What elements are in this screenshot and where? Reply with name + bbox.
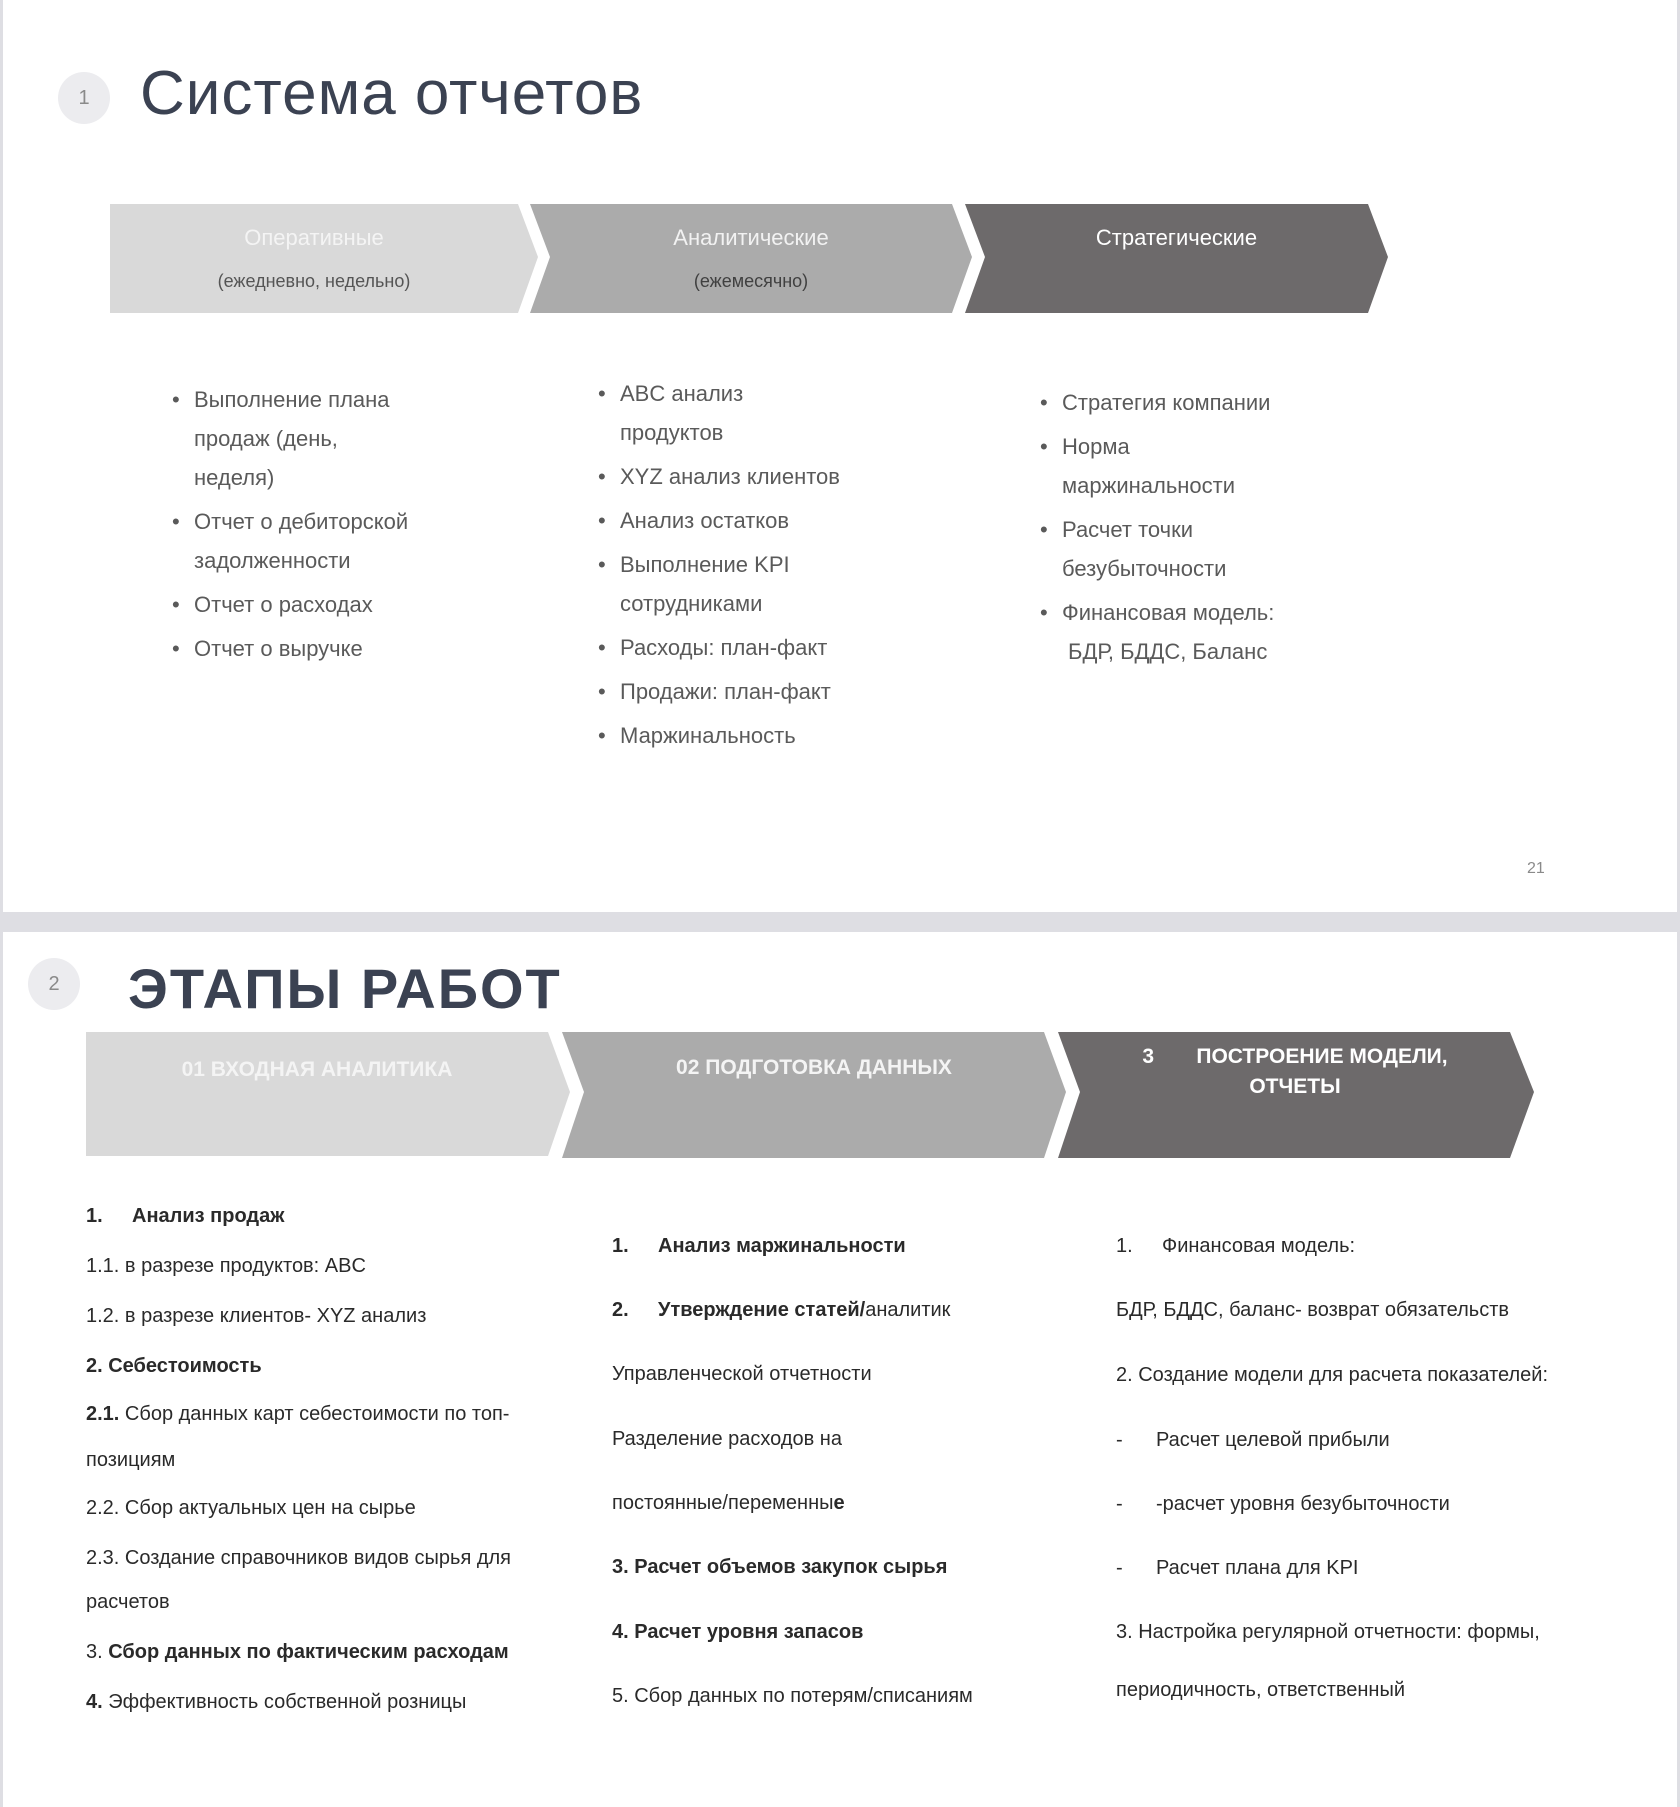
list-item: • Финансовая модель: БДР, БДДС, Баланс	[1040, 593, 1420, 671]
step-item: 5. Сбор данных по потерям/списаниям	[612, 1685, 973, 1707]
list-item: • Выполнение KPI сотрудниками	[598, 545, 998, 623]
slide-title: Система отчетов	[140, 59, 644, 128]
list-item: • Норма маржинальности	[1040, 427, 1420, 505]
list-item: • Выполнение плана продаж (день, неделя)	[172, 380, 532, 497]
list-item: • ABC анализ продуктов	[598, 374, 998, 452]
step-item-cont: позициям	[86, 1449, 176, 1471]
stage-model-reports	[1080, 1032, 1510, 1138]
data-prep-steps	[612, 1235, 1072, 1735]
step-item: 4. Расчет уровня запасов	[612, 1621, 864, 1643]
step-item-cont: Управленческой отчетности	[612, 1363, 872, 1385]
step-item: 2. Себестоимость	[86, 1355, 262, 1377]
stage-title: Стратегические	[1095, 225, 1258, 250]
stage-title: Оперативные	[244, 225, 384, 250]
operative-report-list	[172, 380, 532, 673]
stage-title-cont: ОТЧЕТЫ	[1249, 1075, 1341, 1098]
list-item: • Отчет о выручке	[172, 629, 532, 668]
stage-analytical	[550, 204, 952, 313]
step-item: 2.2. Сбор актуальных цен на сырье	[86, 1497, 416, 1519]
slide-title: ЭТАПЫ РАБОТ	[128, 957, 562, 1020]
step-item: 2. Утверждение статей/аналитик	[612, 1299, 951, 1321]
slide-number-badge: 1	[58, 72, 110, 124]
stage-subtitle: (ежемесячно)	[693, 271, 809, 291]
stage-title: 02 ПОДГОТОВКА ДАННЫХ	[676, 1056, 952, 1079]
list-item: • Стратегия компании	[1040, 383, 1420, 422]
step-item-cont: расчетов	[86, 1591, 170, 1613]
model-reports-steps	[1116, 1235, 1656, 1729]
step-subitem: - Расчет целевой прибыли	[1116, 1429, 1390, 1451]
step-item-cont: БДР, БДДС, баланс- возврат обязательств	[1116, 1299, 1509, 1321]
step-subitem: - -расчет уровня безубыточности	[1116, 1493, 1450, 1515]
list-item: • XYZ анализ клиентов	[598, 457, 998, 496]
stage-title: 01 ВХОДНАЯ АНАЛИТИКА	[181, 1058, 453, 1081]
stage-subtitle: (ежедневно, недельно)	[217, 271, 411, 291]
step-item-cont: постоянные/переменные	[612, 1492, 845, 1514]
step-subitem: - Расчет плана для KPI	[1116, 1557, 1359, 1579]
step-item-cont: Разделение расходов на	[612, 1428, 842, 1450]
stage-input-analytics	[86, 1032, 548, 1108]
step-item: 3. Сбор данных по фактическим расходам	[86, 1641, 509, 1663]
list-item: • Расчет точки безубыточности	[1040, 510, 1420, 588]
step-item: 2.1. Сбор данных карт себестоимости по топ-	[86, 1403, 510, 1425]
strategic-report-list	[1040, 383, 1420, 676]
step-item: 4. Эффективность собственной розницы	[86, 1691, 467, 1713]
step-item: 1.1. в разрезе продуктов: ABC	[86, 1255, 366, 1277]
step-item: 1. Финансовая модель:	[1116, 1235, 1356, 1257]
step-item-cont: периодичность, ответственный	[1116, 1679, 1406, 1701]
step-item: 2. Создание модели для расчета показателей:	[1116, 1364, 1549, 1386]
list-item: • Продажи: план-факт	[598, 672, 998, 711]
stage-title: Аналитические	[673, 225, 829, 250]
step-item: 2.3. Создание справочников видов сырья для	[86, 1547, 511, 1569]
list-item: • Расходы: план-факт	[598, 628, 998, 667]
stage-strategic	[985, 204, 1368, 272]
stage-title: ПОСТРОЕНИЕ МОДЕЛИ,	[1196, 1045, 1448, 1068]
slide-number-badge: 2	[28, 958, 80, 1010]
analytical-report-list	[598, 374, 998, 760]
list-item: • Анализ остатков	[598, 501, 998, 540]
list-item: • Маржинальность	[598, 716, 998, 755]
step-item: 1. Анализ маржинальности	[612, 1235, 906, 1257]
list-item: • Отчет о расходах	[172, 585, 532, 624]
input-analytics-steps	[86, 1205, 606, 1741]
step-item: 1. Анализ продаж	[86, 1205, 285, 1227]
page-number: 21	[1527, 860, 1545, 877]
stage-operative	[110, 204, 518, 313]
stage-number: 3	[1142, 1045, 1155, 1068]
list-item: • Отчет о дебиторской задолженности	[172, 502, 532, 580]
step-item: 3. Настройка регулярной отчетности: формы,	[1116, 1621, 1540, 1643]
step-item: 1.2. в разрезе клиентов- XYZ анализ	[86, 1305, 427, 1327]
stage-data-prep	[584, 1032, 1044, 1104]
step-item: 3. Расчет объемов закупок сырья	[612, 1556, 948, 1578]
